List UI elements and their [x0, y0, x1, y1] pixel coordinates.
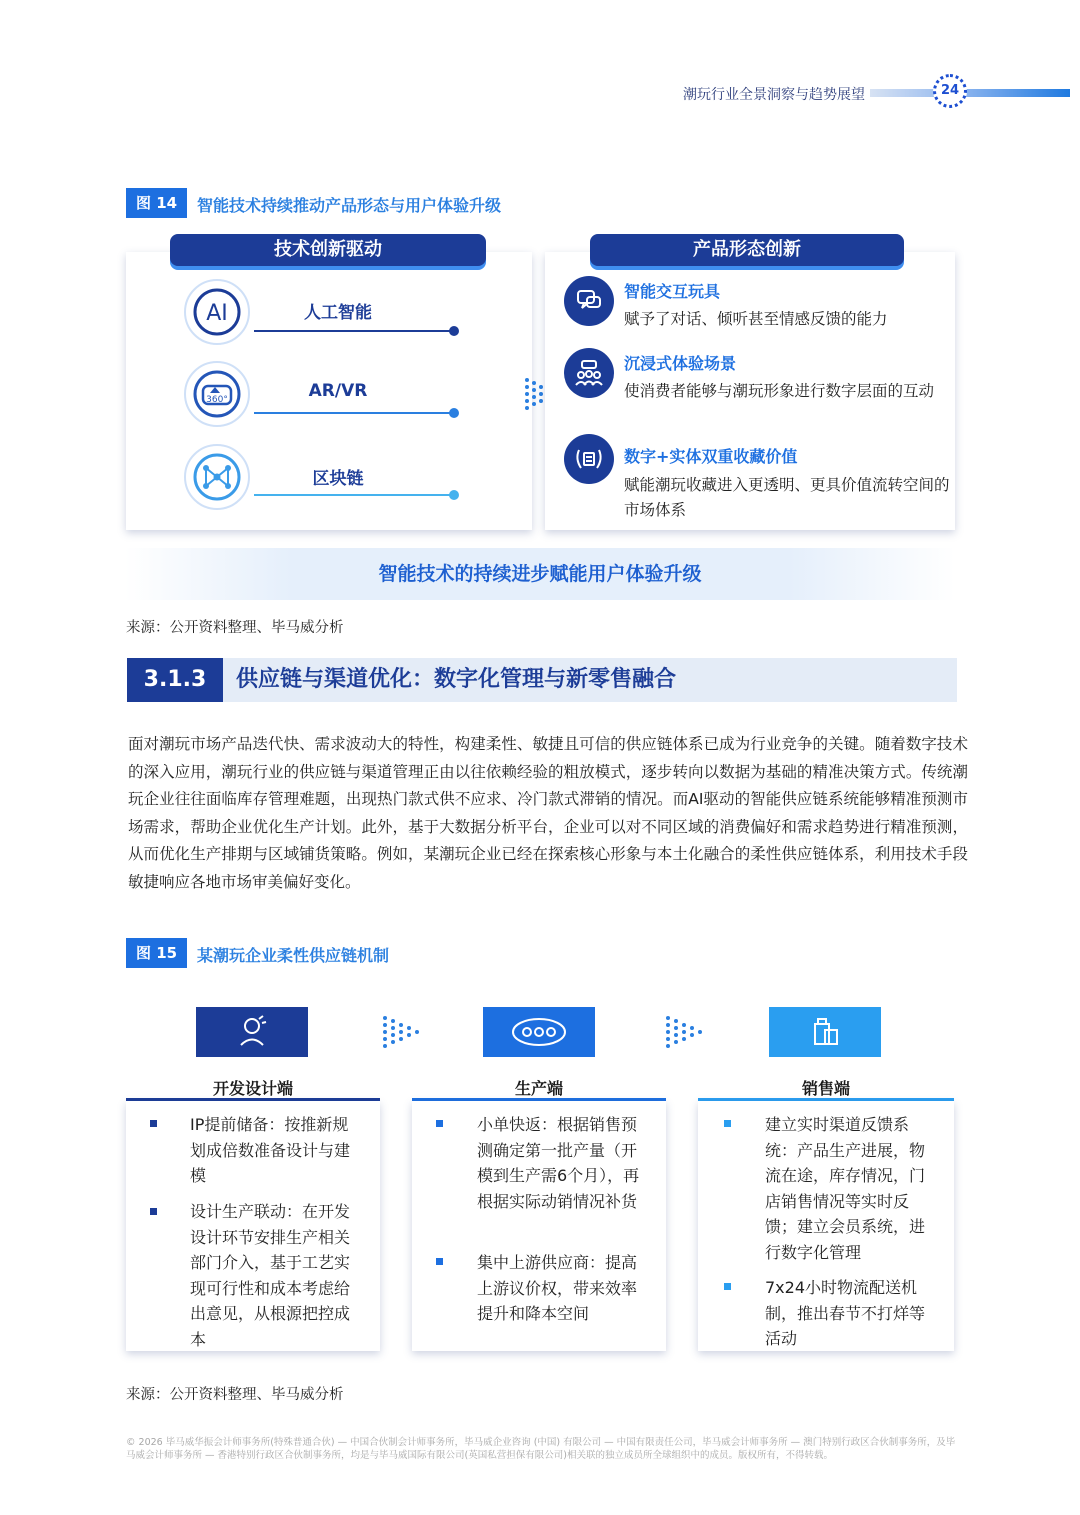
figure-15-title: 某潮玩企业柔性供应链机制 — [197, 946, 390, 965]
shopping-bag-icon — [769, 1007, 881, 1057]
chat-bubble-icon — [564, 276, 614, 326]
report-title: 潮玩行业全景洞察与趋势展望 — [683, 87, 865, 103]
product-title-immersive-scene: 沉浸式体验场景 — [624, 354, 737, 373]
vr-users-icon — [564, 348, 614, 398]
figure-14-source: 来源：公开资料整理、毕马威分析 — [126, 620, 344, 636]
svg-text:AI: AI — [206, 301, 228, 326]
dotted-arrow-icon — [665, 1014, 709, 1056]
bullet-text: IP提前储备：按推新规划成倍数准备设计与建模 — [190, 1115, 351, 1185]
product-desc-interactive-toy: 赋予了对话、倾听甚至情感反馈的能力 — [624, 310, 888, 328]
product-desc-dual-collection: 赋能潮玩收藏进入更透明、更具价值流转空间的市场体系 — [624, 476, 950, 519]
figure-15-source: 来源：公开资料整理、毕马威分析 — [126, 1387, 344, 1403]
bullet-text: 集中上游供应商：提高上游议价权，带来效率提升和降本空间 — [477, 1253, 638, 1323]
copyright-footer: © 2026 毕马威华振会计师事务所(特殊普通合伙) — 中国合伙制会计师事务所，毕马威企业咨询 (中国) 有限公司 — 中国有限责任公司，毕马威会计师事务所 — 澳门特别行政区合伙制事务所，及毕马威会计师事务所 — 香港特别行政区合伙制事务所，均是与毕马威国际有限公司(英国私营担保有限公司)相关联的独立成员所全球组织中的成员。版权所有，不得转载。 — [126, 1437, 956, 1461]
header-accent-bar — [870, 89, 1070, 97]
tech-label-blockchain: 区块链 — [312, 469, 364, 489]
figure-14-tag: 图 14 — [126, 188, 187, 218]
bullet-marker — [150, 1208, 157, 1215]
page-number: 24 — [933, 74, 967, 108]
tech-connector-line — [254, 412, 454, 414]
gears-cycle-icon — [483, 1007, 595, 1057]
tech-connector-dot — [449, 408, 459, 418]
bullet-marker — [150, 1120, 157, 1127]
tech-connector-dot — [449, 490, 459, 500]
tech-innovation-header: 技术创新驱动 — [170, 234, 486, 266]
section-body-paragraph: 面对潮玩市场产品迭代快、需求波动大的特性，构建柔性、敏捷且可信的供应链体系已成为行业竞争的关键。随着数字技术的深入应用，潮玩行业的供应链与渠道管理正由以往依赖经验的粗放模式，逐步转向以数据为基础的精准决策方式。传统潮玩企业往往面临库存管理难题，出现热门款式供不应求、冷门款式滞销的情况。而AI驱动的智能供应链系统能够精准预测市场需求，帮助企业优化生产计划。此外，基于大数据分析平台，企业可以对不同区域的消费偏好和需求趋势进行精准预测，从而优化生产排期与区域铺货策略。例如，某潮玩企业已经在探索核心形象与本土化融合的柔性供应链体系，利用技术手段敏捷响应各地市场审美偏好变化。 — [128, 735, 968, 891]
svg-text:360°: 360° — [206, 395, 228, 405]
figure-15-tag: 图 15 — [126, 938, 187, 968]
product-desc-immersive-scene: 使消费者能够与潮玩形象进行数字层面的互动 — [624, 382, 935, 400]
bullet-text: 7x24小时物流配送机制，推出春节不打烊等活动 — [765, 1278, 926, 1348]
bullet-marker — [724, 1283, 731, 1290]
tech-label-ai: 人工智能 — [304, 303, 372, 323]
bullet-marker — [724, 1120, 731, 1127]
tech-connector-line — [254, 330, 454, 332]
stage-label-design: 开发设计端 — [212, 1079, 293, 1098]
product-title-interactive-toy: 智能交互玩具 — [624, 282, 721, 301]
section-number: 3.1.3 — [127, 658, 223, 702]
stage-label-production: 生产端 — [514, 1079, 563, 1098]
collection-laurel-icon — [564, 434, 614, 484]
bullet-text: 小单快返：根据销售预测确定第一批产量（开模到生产需6个月），再根据实际动销情况补货 — [477, 1115, 640, 1211]
bullet-marker — [436, 1258, 443, 1265]
figure-14-title: 智能技术持续推动产品形态与用户体验升级 — [197, 196, 502, 215]
tech-connector-line — [254, 494, 454, 496]
bullet-marker — [436, 1120, 443, 1127]
product-title-dual-collection: 数字+实体双重收藏价值 — [624, 447, 798, 466]
tech-label-arvr: AR/VR — [308, 381, 368, 401]
dotted-arrow-icon — [382, 1014, 426, 1056]
figure-14-conclusion-banner: 智能技术的持续进步赋能用户体验升级 — [125, 548, 955, 600]
tech-connector-dot — [449, 326, 459, 336]
bullet-text: 设计生产联动：在开发设计环节安排生产相关部门介入，基于工艺实现可行性和成本考虑给出意见，从根源把控成本 — [190, 1202, 351, 1349]
stage-label-sales: 销售端 — [801, 1079, 850, 1098]
section-title: 供应链与渠道优化：数字化管理与新零售融合 — [236, 667, 677, 692]
bullet-text: 建立实时渠道反馈系统：产品生产进展，物流在途，库存情况，门店销售情况等实时反馈；建立会员系统，进行数字化管理 — [765, 1115, 926, 1262]
designer-icon — [196, 1007, 308, 1057]
product-innovation-header: 产品形态创新 — [590, 234, 904, 266]
